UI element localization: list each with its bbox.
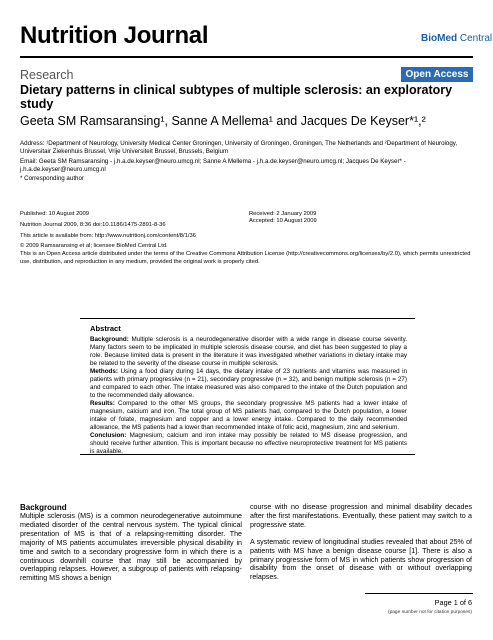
body-left-column — [20, 512, 242, 591]
corresponding-note: * Corresponding author — [20, 175, 84, 182]
body-paragraph: Multiple sclerosis (MS) is a common neurodegenerative autoimmune mediated disorder of the central nervous system. The typical clinical presentation of MS is that of a relapsing-remitting disorder. The majority of MS patients accumulates irreversible physical disability in time and switch to a secondary progressive form in which there is a continuous downhill course that may still be accompanied by overlapping relapses. However, a subgroup of patients with relapsing-remitting MS shows a benign — [20, 512, 242, 583]
abstract-results-text: Compared to the other MS groups, the secondary progressive MS patients had a lower intake of magnesium, calcium and iron. The total group of MS patients had, compared to the Dutch population, a lower intake of folate, magnesium and copper and a lower energy intake. Compared to the daily recommended allowance, the MS patients had a lower than recommended intake of folic acid, magnesium, zinc and selenium. — [90, 400, 407, 432]
background-heading: Background — [20, 503, 67, 512]
footer-rule — [365, 593, 473, 594]
publisher-logo — [421, 33, 492, 44]
logo-text: Central — [457, 33, 493, 44]
body-right-column — [250, 503, 472, 590]
abstract-results — [90, 400, 407, 432]
accepted-date: Accepted: 10 August 2009 — [249, 218, 317, 224]
abstract-results-label: Results: — [90, 400, 115, 407]
abstract-conclusion — [90, 432, 407, 456]
published-date: Published: 10 August 2009 — [20, 211, 89, 217]
availability-link[interactable]: This article is available from: http://www.nutritionj.com/content/8/1/36 — [20, 233, 196, 239]
body-paragraph: course with no disease progression and minimal disability decades after the first manifestations. Eventually, these patient may switch to a progressive state. — [250, 503, 472, 529]
journal-title: Nutrition Journal — [20, 22, 209, 49]
body-paragraph: A systematic review of longitudinal studies revealed that about 25% of patients with MS have a benign disease course [1]. There is also a primary progressive form of MS in which patients show progression of disability from the onset of disease with or without overlapping relapses. — [250, 537, 472, 582]
copyright: © 2009 Ramsaransing et al; licensee BioMed Central Ltd. — [20, 243, 168, 249]
abstract-heading: Abstract — [90, 324, 121, 333]
article-title: Dietary patterns in clinical subtypes of multiple sclerosis: an exploratory study — [20, 83, 453, 111]
author-email: Email: Geeta SM Ramsaransing - j.h.a.de.keyser@neuro.umcg.nl; Sanne A Mellema - j.h.a.de.keyser@neuro.umcg.nl; Jacques De Keyser* - j.h.a.de.keyser@neuro.umcg.nl — [20, 158, 406, 174]
license-text: This is an Open Access article distributed under the terms of the Creative Commons Attribution License (http://creativecommons.org/licenses/by/2.0), which permits unrestricted use, distribution, and reproduction in any medium, provided the original work is properly cited. — [20, 251, 471, 265]
abstract-methods-label: Methods: — [90, 368, 118, 375]
section-label: Research — [20, 68, 74, 82]
author-list: Geeta SM Ramsaransing¹, Sanne A Mellema¹ and Jacques De Keyser*¹,² — [20, 114, 426, 128]
abstract-conclusion-label: Conclusion: — [90, 432, 127, 439]
received-date: Received: 2 January 2009 — [249, 211, 317, 217]
abstract-methods-text: Using a food diary during 14 days, the dietary intake of 23 nutrients and vitamins was measured in patients with primary progressive (n = 21), secondary progressive (n = 32), and benign multiple sclerosis (n = 27) and compared to each other. The intake measured was also compared to the intake of the Dutch population and to the recommended daily allowance. — [90, 368, 407, 400]
header-rule — [20, 56, 473, 58]
open-access-badge: Open Access — [401, 67, 473, 82]
abstract-background-text: Multiple sclerosis is a neurodegenerative disorder with a wide range in disease course severity. Many factors seem to be implicated in multiple sclerosis disease course, and diet has been suggested to play a role. Because limited data is present in the literature it was investigated whether variations in dietary intake may be related to the severity of the disease course in multiple sclerosis. — [90, 336, 407, 368]
logo-bold-text: BioMed — [421, 33, 458, 44]
citation: Nutrition Journal 2009, 8:36 doi:10.1186/1475-2891-8-36 — [20, 222, 166, 228]
author-address: Address: ¹Department of Neurology, University Medical Center Groningen, University of Groningen, Groningen, The Netherlands and ²Department of Neurology, Universitair Ziekenhuis Brussel, Vrije Universiteit Brussel, Brussels, Belgium — [20, 140, 458, 156]
abstract-methods — [90, 368, 407, 400]
abstract-conclusion-text: Magnesium, calcium and iron intake may possibly be related to MS disease progression, and should receive further attention. This is important because no effective neuroprotective treatment for MS patients is available. — [90, 432, 407, 456]
page-note: (page number not for citation purposes) — [388, 610, 472, 615]
abstract-background — [90, 336, 407, 368]
abstract-background-label: Background: — [90, 336, 129, 343]
page-number: Page 1 of 6 — [434, 598, 472, 607]
